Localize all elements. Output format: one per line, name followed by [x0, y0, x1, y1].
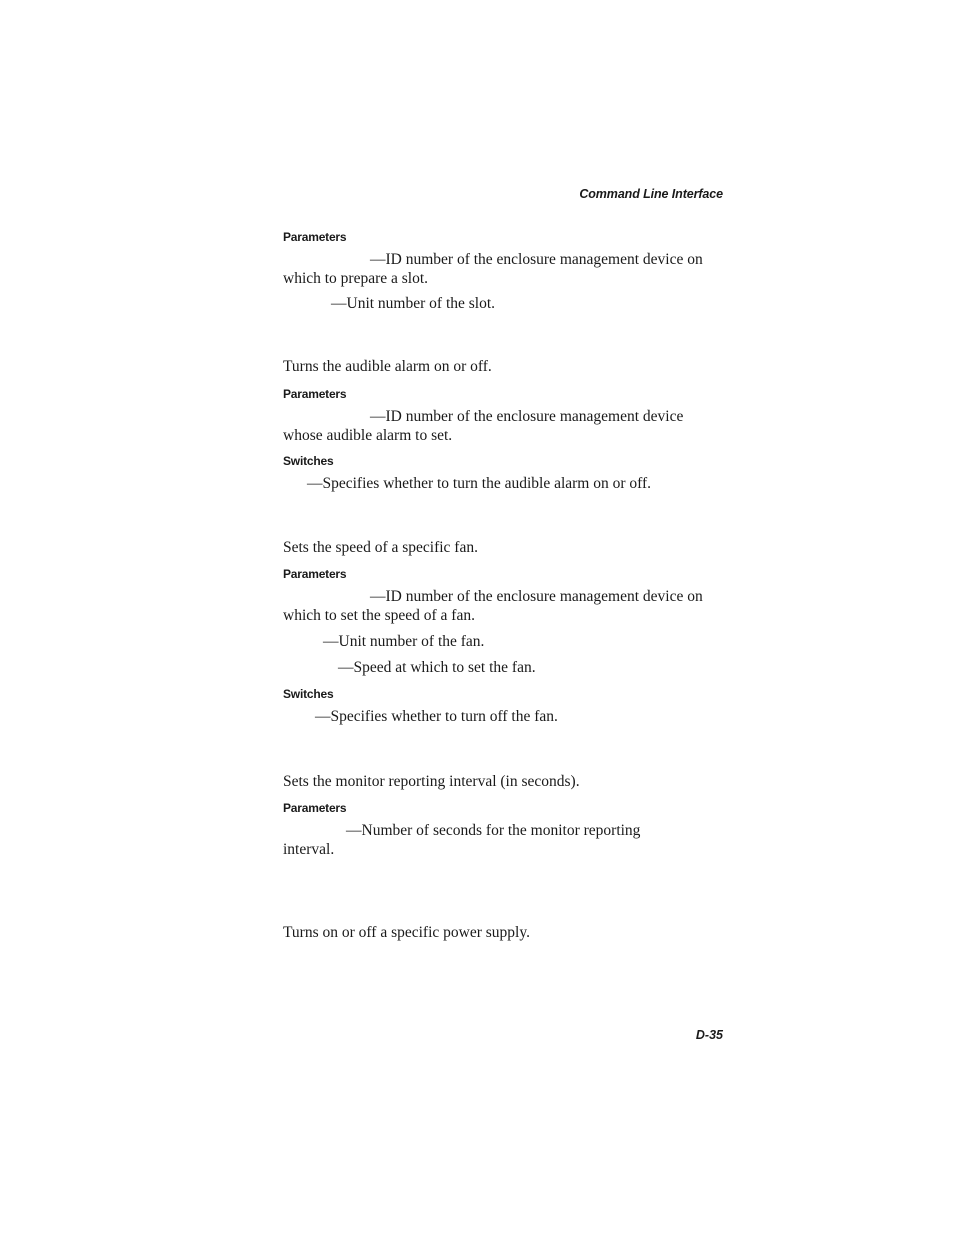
alarm-description: Turns the audible alarm on or off. — [283, 358, 492, 375]
switch-alarm-desc: —Specifies whether to turn the audible alarm on or off. — [307, 475, 652, 492]
switch-fan-off-desc: —Specifies whether to turn off the fan. — [315, 708, 558, 725]
monitor-description: Sets the monitor reporting interval (in seconds). — [283, 773, 580, 790]
param-enclosure-id-desc: —ID number of the enclosure management device whose audible alarm to set. — [283, 408, 684, 444]
param-slot-unit-desc: —Unit number of the slot. — [331, 295, 496, 312]
param-enclosure-id-desc: —ID number of the enclosure management device on which to prepare a slot. — [283, 251, 703, 287]
param-enclosure-id-desc: —ID number of the enclosure management device on which to set the speed of a fan. — [283, 588, 703, 624]
param-fan-unit-desc: —Unit number of the fan. — [323, 633, 485, 650]
page-number: D-35 — [695, 1028, 723, 1042]
power-supply-description: Turns on or off a specific power supply. — [283, 924, 530, 941]
parameters-heading: Parameters — [283, 230, 347, 244]
parameters-heading: Parameters — [283, 567, 347, 581]
param-interval-desc: —Number of seconds for the monitor reporting interval. — [283, 822, 641, 858]
parameters-heading: Parameters — [283, 801, 347, 815]
switches-heading: Switches — [283, 687, 334, 701]
switches-heading: Switches — [283, 454, 334, 468]
running-header: Command Line Interface — [579, 187, 723, 201]
fan-description: Sets the speed of a specific fan. — [283, 539, 478, 556]
param-fan-speed-desc: —Speed at which to set the fan. — [338, 659, 536, 676]
parameters-heading: Parameters — [283, 387, 347, 401]
